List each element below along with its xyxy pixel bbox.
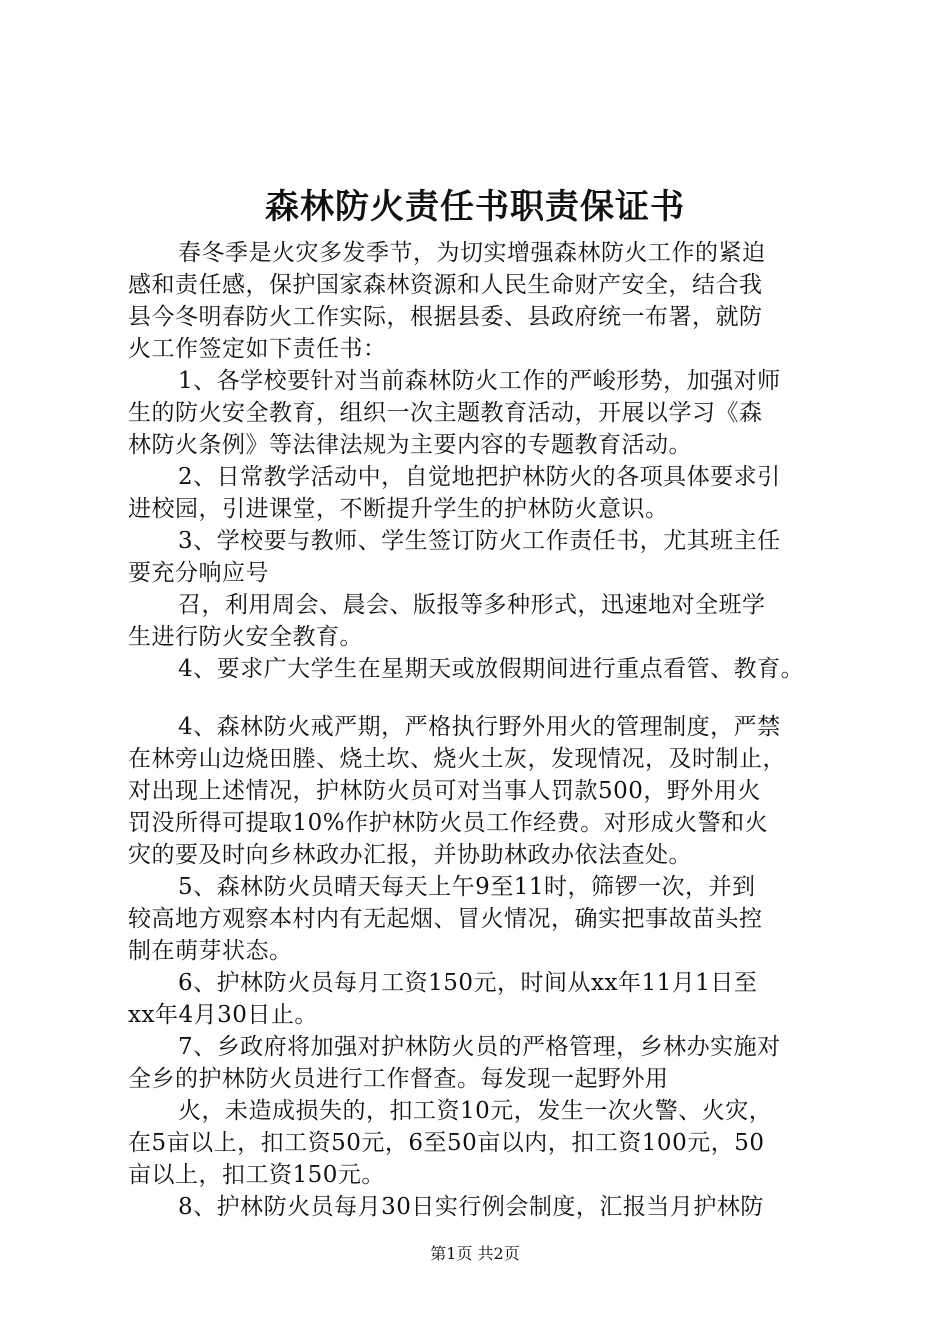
- text-line: 对出现上述情况，护林防火员可对当事人罚款500，野外用火: [128, 778, 761, 804]
- text-line: 6、护林防火员每月工资150元，时间从xx年11月1日至: [178, 970, 758, 996]
- text-line: 8、护林防火员每月30日实行例会制度，汇报当月护林防: [178, 1194, 764, 1220]
- text-line: 春冬季是火灾多发季节，为切实增强森林防火工作的紧迫: [178, 240, 766, 266]
- text-line: 林防火条例》等法律法规为主要内容的专题教育活动。: [128, 432, 692, 458]
- text-line: 火，未造成损失的，扣工资10元，发生一次火警、火灾，: [178, 1098, 773, 1124]
- page-footer: 第1页 共2页: [430, 1244, 520, 1263]
- text-line: 罚没所得可提取10%作护林防火员工作经费。对形成火警和火: [128, 810, 769, 836]
- text-line: 火工作签定如下责任书：: [128, 336, 387, 362]
- text-line: 进校园，引进课堂，不断提升学生的护林防火意识。: [128, 496, 669, 522]
- text-line: 在林旁山边烧田塍、烧土坎、烧火土灰，发现情况，及时制止，: [128, 746, 786, 772]
- text-line: 亩以上，扣工资150元。: [128, 1162, 385, 1188]
- text-line: 5、森林防火员晴天每天上午9至11时，筛锣一次，并到: [178, 874, 756, 900]
- text-line: 在5亩以上，扣工资50元，6至50亩以内，扣工资100元，50: [128, 1130, 765, 1156]
- text-line: 制在萌芽状态。: [128, 938, 293, 964]
- text-line: 3、学校要与教师、学生签订防火工作责任书，尤其班主任: [178, 528, 781, 554]
- text-line: 生进行防火安全教育。: [128, 624, 363, 650]
- text-line: 4、森林防火戒严期，严格执行野外用火的管理制度，严禁: [178, 714, 781, 740]
- text-line: 2、日常教学活动中，自觉地把护林防火的各项具体要求引: [178, 464, 781, 490]
- text-line: 生的防火安全教育，组织一次主题教育活动，开展以学习《森: [128, 400, 763, 426]
- text-line: 全乡的护林防火员进行工作督查。每发现一起野外用: [128, 1066, 669, 1092]
- text-line: 4、要求广大学生在星期天或放假期间进行重点看管、教育。: [178, 656, 805, 682]
- text-line: 县今冬明春防火工作实际，根据县委、县政府统一布署，就防: [128, 304, 763, 330]
- text-line: 7、乡政府将加强对护林防火员的严格管理，乡林办实施对: [178, 1034, 781, 1060]
- text-line: 召，利用周会、晨会、版报等多种形式，迅速地对全班学: [178, 592, 766, 618]
- text-line: 灾的要及时向乡林政办汇报，并协助林政办依法查处。: [128, 842, 692, 868]
- text-line: 1、各学校要针对当前森林防火工作的严峻形势，加强对师: [178, 368, 781, 394]
- text-line: 要充分响应号: [128, 560, 269, 586]
- text-line: 较高地方观察本村内有无起烟、冒火情况，确实把事故苗头控: [128, 906, 763, 932]
- document-title: 森林防火责任书职责保证书: [265, 187, 685, 227]
- text-line: xx年4月30日止。: [128, 1002, 318, 1028]
- text-line: 感和责任感，保护国家森林资源和人民生命财产安全，结合我: [128, 272, 763, 298]
